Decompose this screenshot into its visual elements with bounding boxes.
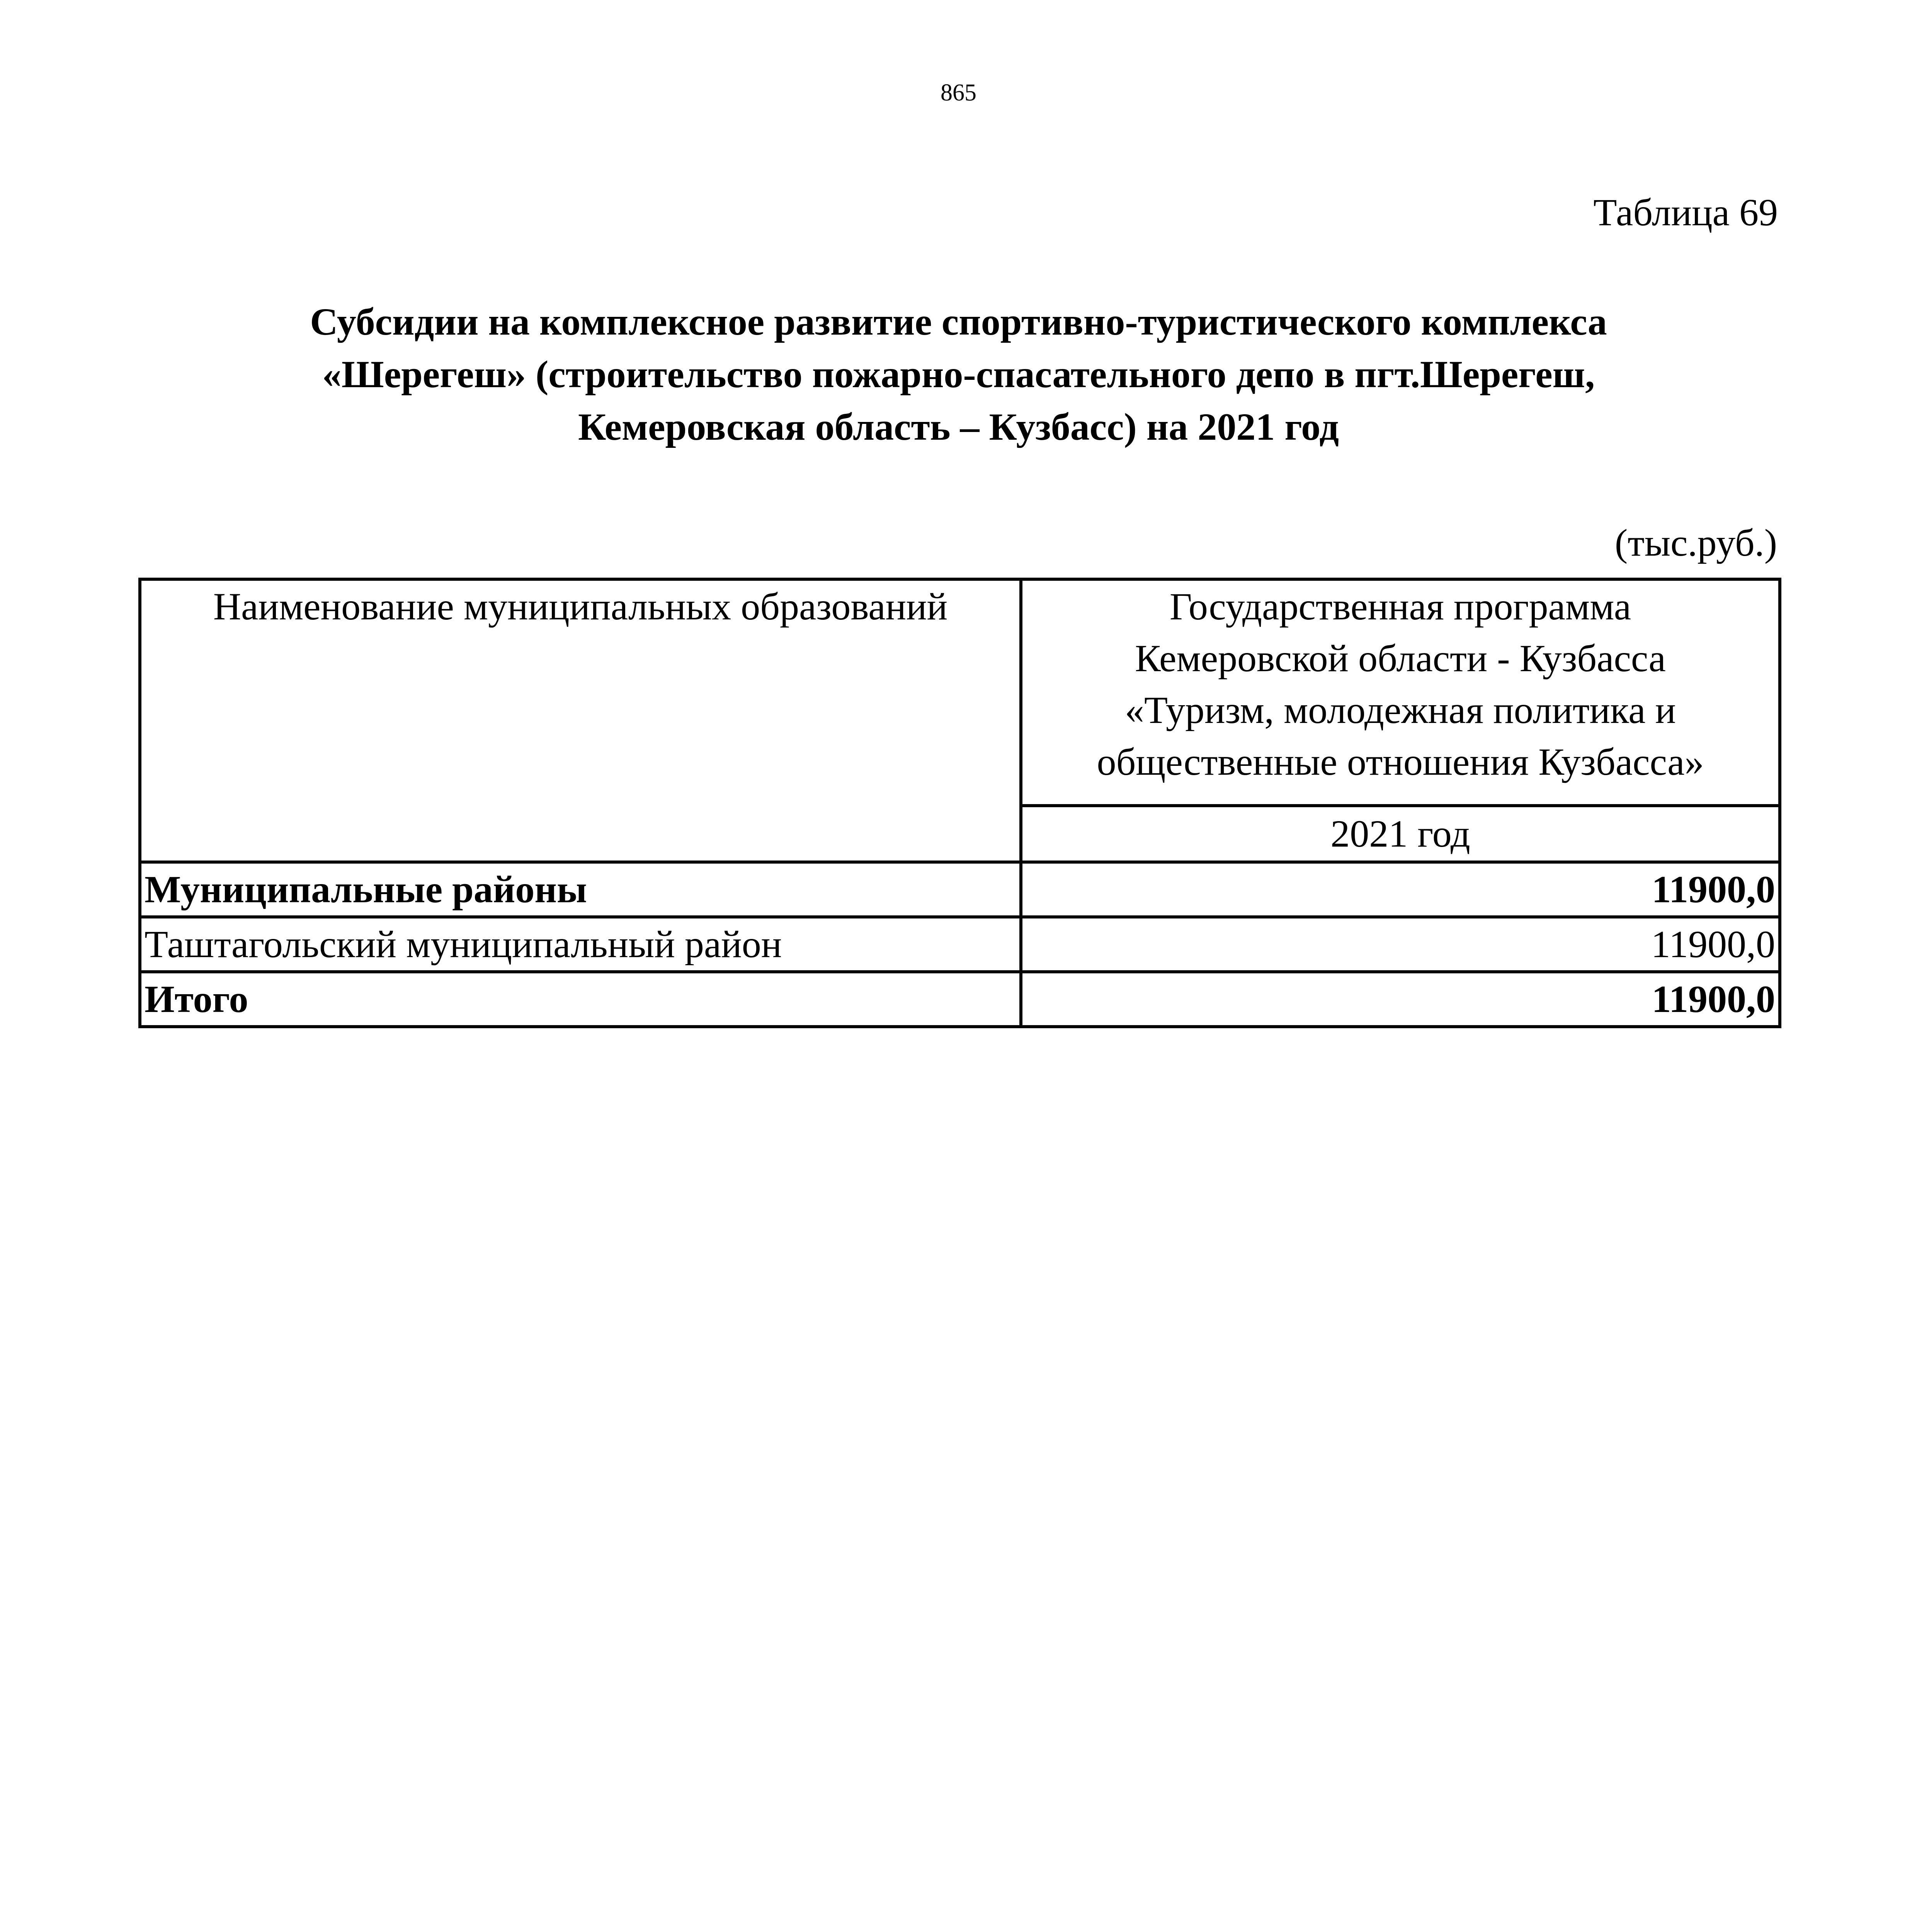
title-line: Кемеровская область – Кузбасс) на 2021 год (578, 405, 1339, 448)
table-header-row (140, 579, 1780, 806)
unit-label: (тыс.руб.) (1614, 521, 1777, 564)
row-value: 11900,0 (1021, 917, 1780, 972)
row-value: 11900,0 (1021, 972, 1780, 1027)
header-program-line: Кемеровской области - Кузбасса (1135, 637, 1666, 680)
header-program-line: «Туризм, молодежная политика и (1124, 689, 1676, 731)
header-program (1021, 579, 1780, 806)
row-name: Муниципальные районы (140, 862, 1021, 917)
document-title (139, 296, 1778, 453)
header-program-line: Государственная программа (1169, 585, 1631, 628)
title-line: Субсидии на комплексное развитие спортивно-туристического комплекса (310, 300, 1607, 343)
table-label: Таблица 69 (1593, 191, 1778, 234)
row-name: Таштагольский муниципальный район (140, 917, 1021, 972)
row-value: 11900,0 (1021, 862, 1780, 917)
page-number: 865 (941, 80, 976, 106)
table-row (140, 917, 1780, 972)
header-municipality-name: Наименование муниципальных образований (140, 579, 1021, 862)
subsidy-table (138, 578, 1781, 1028)
title-line: «Шерегеш» (строительство пожарно-спасательного депо в пгт.Шерегеш, (322, 353, 1595, 396)
header-year: 2021 год (1021, 806, 1780, 862)
header-program-line: общественные отношения Кузбасса» (1097, 740, 1704, 783)
table-row (140, 862, 1780, 917)
row-name: Итого (140, 972, 1021, 1027)
table-row (140, 972, 1780, 1027)
